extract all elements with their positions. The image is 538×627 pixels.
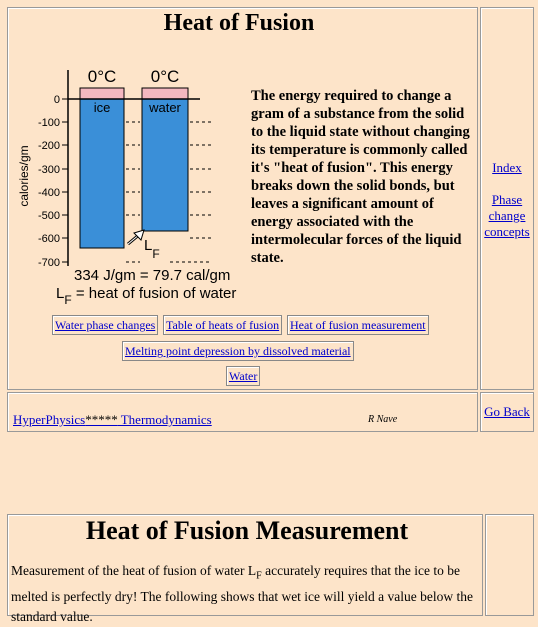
- water-phase-changes-link[interactable]: Water phase changes: [52, 315, 158, 335]
- author-credit: R Nave: [368, 414, 398, 425]
- water-link[interactable]: Water: [226, 366, 260, 386]
- ytick-300: -300: [37, 164, 60, 176]
- section2-paragraph: Measurement of the heat of fusion of water $L_F$ accurately requires that the ice to be melted is perfectly dry! The following shows that wet ice will yield a value below the standard value.: [11, 563, 473, 624]
- water-label: water: [149, 100, 181, 115]
- ytick-0: 0: [53, 94, 60, 106]
- go-back-link[interactable]: Go Back: [484, 404, 530, 419]
- ice-label: ice: [93, 100, 111, 115]
- ice-bar: [80, 99, 124, 248]
- hyperphysics-link[interactable]: HyperPhysics***** Thermodynamics: [13, 412, 212, 427]
- ytick-100: -100: [37, 117, 60, 129]
- description-text: The energy required to change a gram of a substance from the solid to the liquid state without changing its temperature is commonly called it's "heat of fusion". This energy breaks down the solid bonds, but leaves a significant amount of energy associated with the intermolecular forces of the liquid state.: [251, 88, 470, 266]
- water-temp: 0°C: [150, 67, 180, 86]
- energy-value: 334 J/gm = 79.7 cal/gm: [74, 267, 231, 284]
- section2-side-panel: [485, 514, 534, 616]
- page-title: Heat of Fusion: [163, 10, 315, 36]
- water-cap: [142, 88, 188, 99]
- y-ticks: [38, 94, 68, 269]
- ytick-200: -200: [37, 140, 60, 152]
- ytick-500: -500: [37, 210, 60, 222]
- ytick-400: -400: [37, 187, 60, 199]
- phase-change-concepts-link[interactable]: Phase change concepts: [484, 192, 530, 239]
- y-axis-label: calories/gm: [17, 145, 31, 207]
- water-bar: [142, 99, 188, 231]
- melting-point-depression-link[interactable]: Melting point depression by dissolved material: [122, 341, 354, 361]
- section2-title: Heat of Fusion Measurement: [85, 516, 409, 545]
- table-heats-fusion-link[interactable]: Table of heats of fusion: [163, 315, 282, 335]
- heat-fusion-measurement-link[interactable]: Heat of fusion measurement: [287, 315, 429, 335]
- heat-of-fusion-diagram: [14, 62, 246, 310]
- ice-cap: [80, 88, 124, 99]
- arrow-icon: [128, 230, 144, 244]
- lf-symbol: $L_F$: [144, 237, 160, 261]
- ytick-600: -600: [37, 233, 60, 245]
- index-link[interactable]: Index: [492, 160, 522, 175]
- ytick-700: -700: [37, 257, 60, 269]
- ice-temp: 0°C: [87, 67, 117, 86]
- diagram-caption: $L_F$ = heat of fusion of water: [56, 285, 237, 307]
